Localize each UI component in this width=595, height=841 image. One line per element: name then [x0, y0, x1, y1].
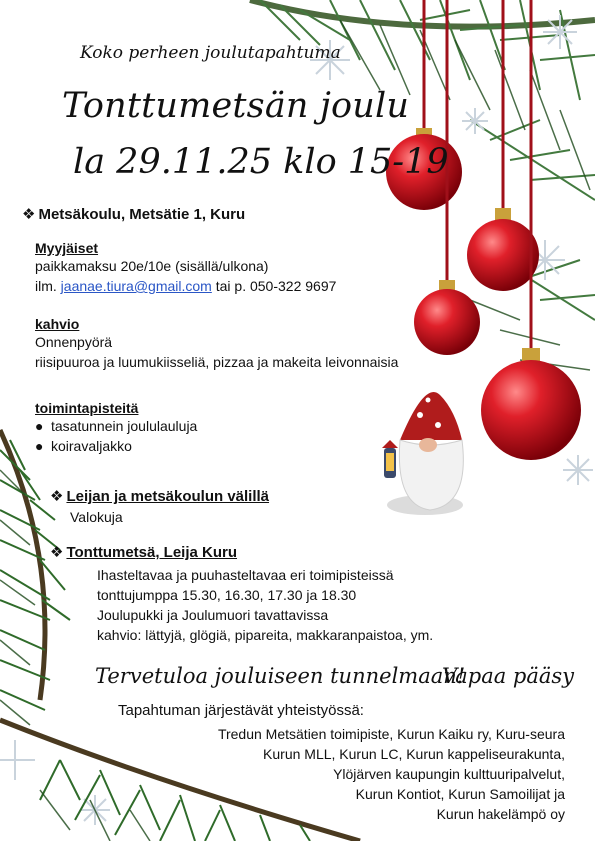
cafe-line-2: riisipuuroa ja luumukiisseliä, pizzaa ja makeita leivonnaisia — [35, 354, 399, 370]
organizer-line: Kurun hakelämpö oy — [436, 806, 565, 822]
welcome-text: Tervetuloa jouluiseen tunnelmaan! — [95, 664, 466, 688]
activity-item: ● koiravaljakko — [35, 438, 132, 454]
organizers-title: Tapahtuman järjestävät yhteistyössä: — [118, 702, 364, 719]
contact-email-link[interactable]: jaanae.tiura@gmail.com — [60, 278, 212, 294]
market-fee: paikkamaksu 20e/10e (sisällä/ulkona) — [35, 258, 269, 274]
lightpath-section — [50, 487, 269, 527]
activities-section — [35, 400, 197, 456]
cafe-section — [35, 316, 398, 372]
contact-prefix: ilm. — [35, 278, 57, 294]
venue-line — [22, 205, 245, 223]
lightpath-heading: Leijan ja metsäkoulun välillä — [66, 488, 270, 505]
market-heading: Myyjäiset — [35, 240, 99, 256]
forest-details — [97, 565, 433, 645]
ornament-2 — [467, 0, 539, 291]
venue-text: Metsäkoulu, Metsätie 1, Kuru — [38, 206, 246, 223]
forest-line-2: tonttujumppa 15.30, 16.30, 17.30 ja 18.30 — [97, 587, 357, 603]
forest-line-1: Ihasteltavaa ja puuhasteltavaa eri toimipisteissä — [97, 567, 394, 583]
lightpath-text: Valokuja — [70, 509, 123, 525]
market-section — [35, 240, 336, 296]
free-entry-text: Vapaa pääsy — [442, 664, 575, 688]
organizers-list — [218, 724, 565, 824]
market-contact — [35, 276, 336, 296]
diamond-bullet-icon: ❖ — [50, 544, 64, 561]
contact-phone: tai p. 050-322 9697 — [215, 278, 337, 294]
cafe-line-1: Onnenpyörä — [35, 334, 113, 350]
diamond-bullet-icon: ❖ — [22, 206, 36, 223]
organizer-line: Ylöjärven kaupungin kulttuuripalvelut, — [333, 766, 565, 782]
activities-heading: toimintapisteitä — [35, 400, 139, 416]
event-datetime: la 29.11.25 klo 15-19 — [73, 142, 449, 182]
forest-heading: Tonttumetsä, Leija Kuru — [66, 544, 238, 561]
forest-line-4: kahvio: lättyjä, glögiä, pipareita, makkaranpaistoa, ym. — [97, 627, 434, 643]
gnome-illustration — [382, 392, 463, 515]
forest-section — [50, 543, 433, 645]
organizer-line: Tredun Metsätien toimipiste, Kurun Kaiku ry, Kuru-seura — [217, 726, 565, 742]
forest-line-3: Joulupukki ja Joulumuori tavattavissa — [97, 607, 329, 623]
cafe-heading: kahvio — [35, 316, 80, 332]
organizer-line: Kurun Kontiot, Kurun Samoilijat ja — [355, 786, 565, 802]
activity-item: ● tasatunnein joululauluja — [35, 418, 198, 434]
organizer-line: Kurun MLL, Kurun LC, Kurun kappeliseurakunta, — [263, 746, 565, 762]
event-title: Tonttumetsän joulu — [62, 86, 410, 126]
diamond-bullet-icon: ❖ — [50, 488, 64, 505]
dot-bullet-icon: ● — [35, 438, 44, 454]
dot-bullet-icon: ● — [35, 418, 44, 434]
event-tagline: Koko perheen joulutapahtuma — [80, 43, 341, 63]
